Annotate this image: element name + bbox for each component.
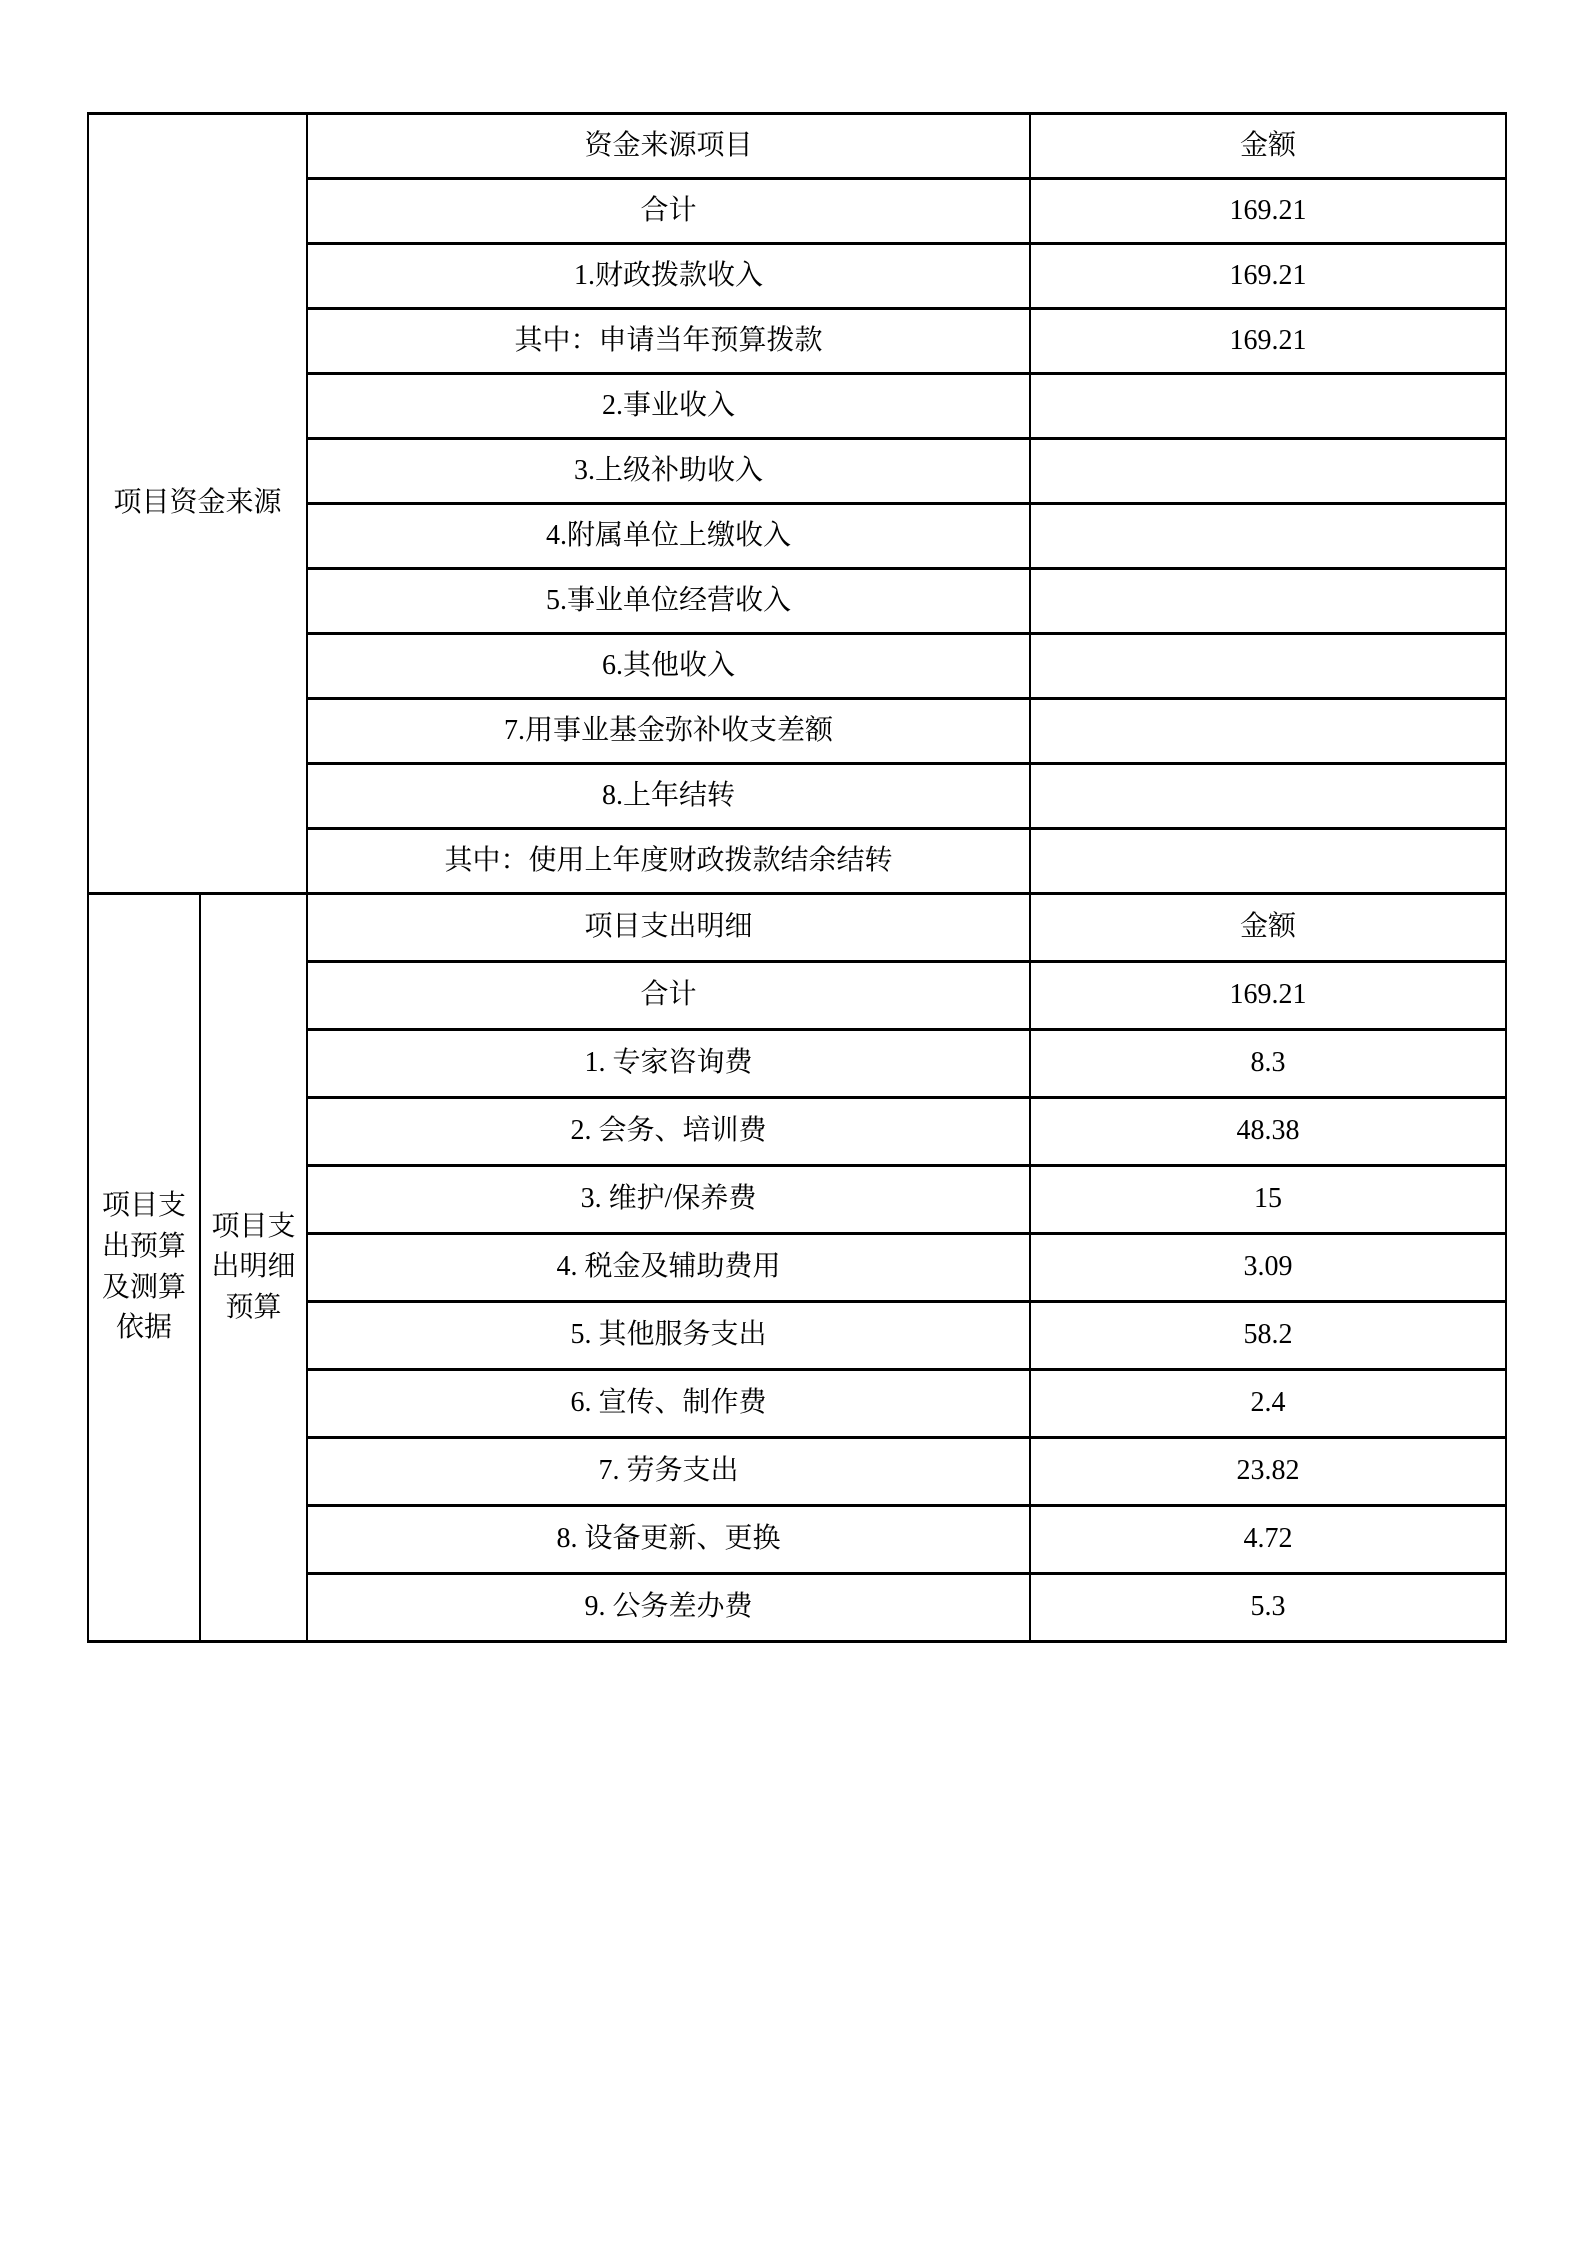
amount-cell: 48.38 [1030,1098,1506,1166]
expense-detail-section-label: 项目支出明细预算 [200,894,307,1642]
expense-budget-section-label: 项目支出预算及测算依据 [88,894,200,1642]
item-cell: 7.用事业基金弥补收支差额 [307,699,1030,764]
item-cell: 1. 专家咨询费 [307,1030,1030,1098]
funding-item-header-cell: 资金来源项目 [307,114,1030,179]
table-row [88,894,1506,962]
item-cell: 7. 劳务支出 [307,1438,1030,1506]
expense-item-header-cell: 项目支出明细 [307,894,1030,962]
item-cell: 3.上级补助收入 [307,439,1030,504]
amount-cell: 15 [1030,1166,1506,1234]
amount-cell [1030,569,1506,634]
item-cell: 合计 [307,962,1030,1030]
item-cell: 2. 会务、培训费 [307,1098,1030,1166]
amount-cell: 5.3 [1030,1574,1506,1642]
item-cell: 合计 [307,179,1030,244]
item-cell: 9. 公务差办费 [307,1574,1030,1642]
table-row [88,114,1506,179]
item-cell: 6. 宣传、制作费 [307,1370,1030,1438]
amount-cell: 23.82 [1030,1438,1506,1506]
amount-cell: 169.21 [1030,244,1506,309]
item-cell: 其中：申请当年预算拨款 [307,309,1030,374]
item-cell: 1.财政拨款收入 [307,244,1030,309]
amount-cell: 4.72 [1030,1506,1506,1574]
item-cell: 2.事业收入 [307,374,1030,439]
amount-cell: 169.21 [1030,962,1506,1030]
item-cell: 4.附属单位上缴收入 [307,504,1030,569]
budget-document [87,112,1507,1643]
project-budget-table [87,112,1507,1643]
amount-cell: 2.4 [1030,1370,1506,1438]
amount-cell [1030,829,1506,894]
expense-amount-header-cell: 金额 [1030,894,1506,962]
amount-cell: 169.21 [1030,179,1506,244]
amount-cell [1030,374,1506,439]
funding-source-section-label: 项目资金来源 [88,114,307,894]
item-cell: 3. 维护/保养费 [307,1166,1030,1234]
amount-cell: 58.2 [1030,1302,1506,1370]
funding-amount-header-cell: 金额 [1030,114,1506,179]
item-cell: 6.其他收入 [307,634,1030,699]
amount-cell [1030,764,1506,829]
amount-cell: 169.21 [1030,309,1506,374]
item-cell: 4. 税金及辅助费用 [307,1234,1030,1302]
amount-cell [1030,699,1506,764]
item-cell: 5. 其他服务支出 [307,1302,1030,1370]
amount-cell: 3.09 [1030,1234,1506,1302]
amount-cell [1030,504,1506,569]
item-cell: 其中：使用上年度财政拨款结余结转 [307,829,1030,894]
item-cell: 8. 设备更新、更换 [307,1506,1030,1574]
item-cell: 5.事业单位经营收入 [307,569,1030,634]
item-cell: 8.上年结转 [307,764,1030,829]
amount-cell: 8.3 [1030,1030,1506,1098]
amount-cell [1030,634,1506,699]
amount-cell [1030,439,1506,504]
